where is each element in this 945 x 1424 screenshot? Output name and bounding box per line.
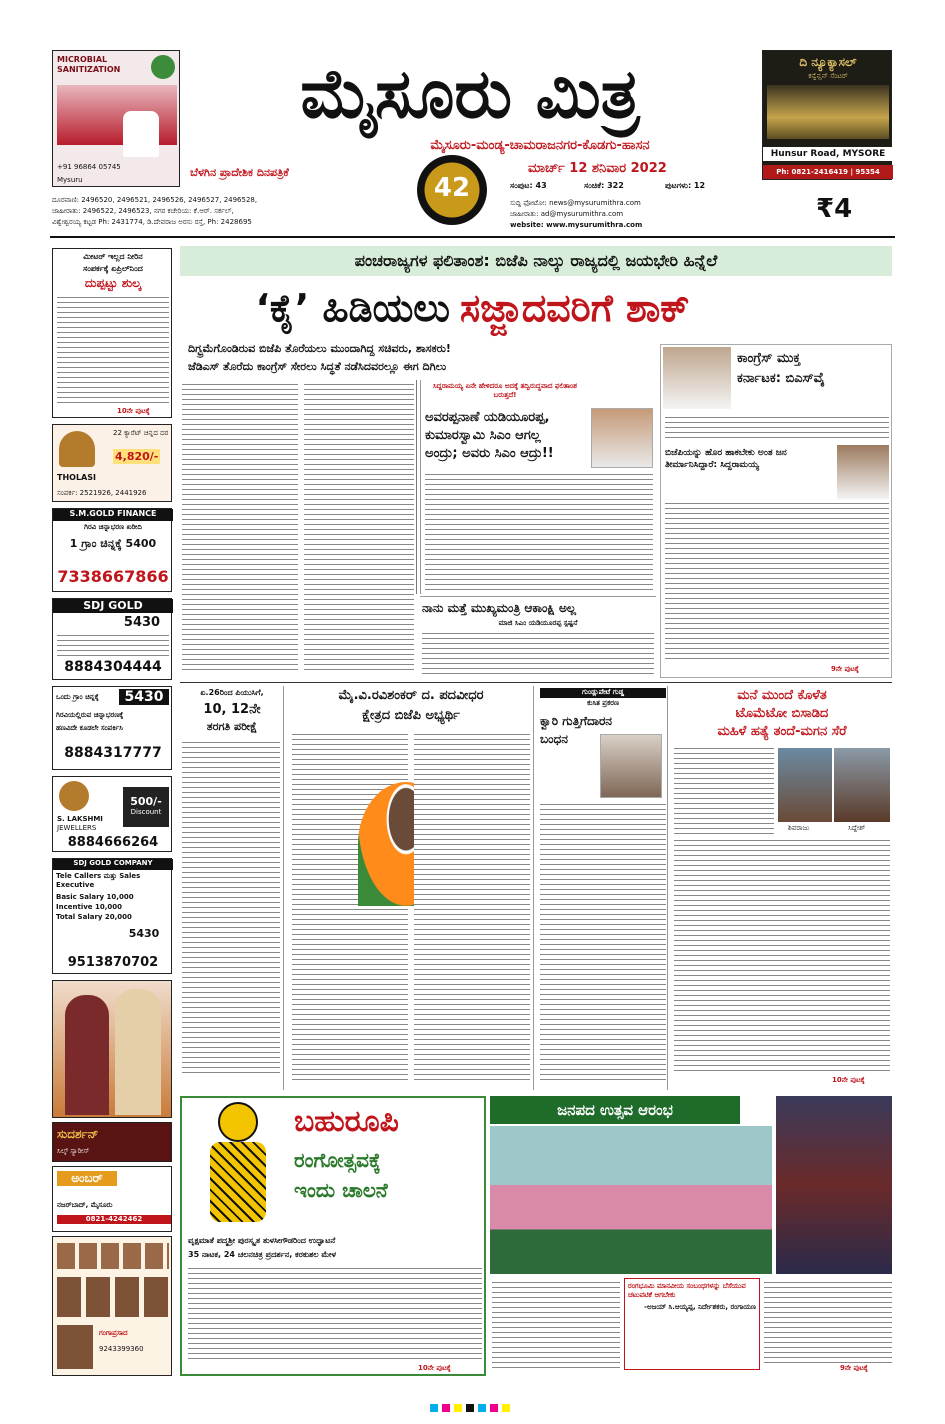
ad-city: ನಜರ್‌ಬಾದ್, ಮೈಸೂರು <box>57 1201 113 1209</box>
ad-subtitle: ಕನ್ವೆನ್ಷನ್ ಸೆಂಟರ್ <box>808 72 848 80</box>
accused-photo-2 <box>834 748 890 822</box>
story-headline: ಸಂಪರ್ಕಕ್ಕೆ ಏಪ್ರಿಲ್‌ನಿಂದ <box>83 264 143 273</box>
ad-phone: Ph: 0821-2416419 | 95354 91919 <box>763 165 893 179</box>
yediyurappa-photo <box>663 347 731 409</box>
dancer-body-icon <box>210 1142 266 1222</box>
anniversary-emblem <box>417 155 487 225</box>
salary-incentive: Incentive 10,000 <box>56 903 122 911</box>
story-body <box>57 295 169 405</box>
ad-name: ಸುದರ್ಶನ್ <box>57 1127 99 1141</box>
bahurupi-bullet-1: ವೃಕ್ಷಮಾತೆ ಪದ್ಮಶ್ರೀ ಪುರಸ್ಕೃತ ತುಳಸೀಗೌಡರಿಂದ ಉದ್ಘಾಟನೆ <box>188 1236 336 1245</box>
sdj-gold-loan-ad[interactable] <box>52 686 172 770</box>
photo-caption: ಶಿವರಾಜು <box>788 824 810 832</box>
ad-subname: JEWELLERS <box>57 824 97 832</box>
cm-quote-headline: ನಾನು ಮತ್ತೆ ಮುಖ್ಯಮಂತ್ರಿ ಆಕಾಂಕ್ಷಿ ಅಲ್ಲ <box>422 601 577 615</box>
bahurupi-headline: ಬಹುರೂಪಿ <box>294 1104 399 1139</box>
ambar-ad[interactable] <box>52 1166 172 1232</box>
ravi-headline: ಕ್ಷೇತ್ರದ ಬಿಜೆಪಿ ಅಭ್ಯರ್ಥಿ <box>362 708 460 723</box>
bsy-body <box>665 415 889 441</box>
issue-date: ಮಾರ್ಚ್ 12 ಶನಿವಾರ 2022 <box>528 161 667 176</box>
jewel-logo-icon <box>59 781 89 811</box>
ad-rate: 1 ಗ್ರಾಂ ಚಿನ್ನಕ್ಕೆ 5400 <box>69 537 157 550</box>
rangayana-quote <box>624 1278 760 1370</box>
sm-gold-finance-ad[interactable] <box>52 508 172 592</box>
murder-headline: ಟೊಮೆಟೋ ಬಿಸಾಡಿದ <box>735 706 829 721</box>
janapada-body-col2 <box>764 1280 892 1364</box>
ad-name: SDJ GOLD COMPANY <box>53 859 173 870</box>
exam-headline: ಏ.26ರಿಂದ ಪಿಯುಸಿಗೆ, <box>200 688 264 697</box>
portrait-photo <box>57 1325 93 1369</box>
ad-phone: ಸಂಪರ್ಕ: 2521926, 2441926 <box>57 489 147 497</box>
lead-bullet-1: ದಿಗ್ಭ್ರಮೆಗೊಂಡಿರುವ ಬಿಜೆಪಿ ತೊರೆಯಲು ಮುಂದಾಗಿದ್ದ ಸಚಿವರು, ಶಾಸಕರು! <box>188 342 451 355</box>
ad-name: SDJ GOLD <box>53 599 173 613</box>
tholasi-jewellers-ad[interactable] <box>52 424 172 502</box>
story-headline: ಮೀಟರ್ ಇಲ್ಲದ ನೀರಿನ <box>83 252 143 261</box>
yakshagana-drawing <box>188 1102 288 1232</box>
ad-price: 4,820/- <box>115 450 159 463</box>
ad-city: Mysuru <box>57 176 83 184</box>
masthead-title: ಮೈಸೂರು ಮಿತ್ರ <box>300 54 640 134</box>
ad-phone: 9513870702 <box>67 955 159 970</box>
page-count: ಪುಟಗಳು: 12 <box>665 181 706 190</box>
ad-phone: +91 96864 05745 <box>57 163 121 171</box>
lead-bullet-2: ಜೆಡಿಎಸ್ ತೊರೆದು ಕಾಂಗ್ರೆಸ್ ಸೇರಲು ಸಿದ್ಧತೆ ನಡೆಸಿದವರಲ್ಲೂ ಈಗ ದಿಗಿಲು <box>188 360 447 373</box>
exam-body <box>182 740 280 1076</box>
bsy-headline: ಕರ್ನಾಟಕ: ಬಿಎಸ್‌ವೈ <box>737 371 825 386</box>
ad-rate: 5430 <box>123 615 161 630</box>
ad-phone: 8884317777 <box>64 745 162 761</box>
portrait-row-photo <box>57 1277 169 1317</box>
masthead-tagline: ಬೆಳಗಿನ ಪ್ರಾದೇಶಿಕ ದಿನಪತ್ರಿಕೆ <box>190 166 289 179</box>
lead-body-col2 <box>304 382 414 674</box>
masthead-subtitle: ಮೈಸೂರು-ಮಂಡ್ಯ-ಚಾಮರಾಜನಗರ-ಕೊಡಗು-ಹಾಸನ <box>430 138 650 153</box>
janapada-body-col1 <box>492 1280 620 1370</box>
s-lakshmi-jewellers-ad[interactable] <box>52 776 172 852</box>
ad-phone: 7338667866 <box>57 567 169 586</box>
ad-name: S.M.GOLD FINANCE <box>53 509 173 521</box>
hdk-headline: ಕುಮಾರಸ್ವಾಮಿ ಸಿಎಂ ಆಗಲ್ಲ <box>425 428 541 443</box>
gundlupet-story[interactable] <box>538 686 668 1090</box>
continue-link[interactable]: 10ನೇ ಪುಟಕ್ಕೆ <box>832 1076 865 1084</box>
ad-role: Tele Callers ಮತ್ತು Sales Executive <box>56 872 141 889</box>
hdk-question: ಸಿದ್ದರಾಮಯ್ಯ ಏನೇ ಹೇಳಿದರೂ ಅದಕ್ಕೆ ತದ್ವಿರುದ್ಧವಾದ ಫಲಿತಾಂಶ ಬರುತ್ತದೆ! <box>433 382 577 399</box>
website-link[interactable]: website: www.mysurumithra.com <box>510 221 643 229</box>
gundlu-headline: ಬಂಧನ <box>540 732 568 746</box>
price: ₹4 <box>816 194 853 224</box>
ad-name: THOLASI <box>57 473 96 482</box>
lead-kicker: ಪಂಚರಾಜ್ಯಗಳ ಫಲಿತಾಂಶ: ಬಿಜೆಪಿ ನಾಲ್ಕು ರಾಜ್ಯದಲ್ಲಿ ಜಯಭೇರಿ ಹಿನ್ನೆಲೆ <box>180 246 892 276</box>
bsy-story-box[interactable] <box>660 344 892 678</box>
ad-title: ದಿ ನ್ಯೂಕ್ಯಾಸಲ್ <box>799 55 857 69</box>
phone-line-2: ಜಾಹೀರಾತು: 2496522, 2496523, ನಗರ ಕಚೇರಿಯ: ಕೆ.ಆರ್. ಸರ್ಕಲ್, <box>52 207 234 215</box>
ad-phone: 8884666264 <box>67 835 159 850</box>
city-skyline-graphic <box>57 85 177 145</box>
salary-basic: Basic Salary 10,000 <box>56 893 134 901</box>
news-email[interactable]: ಸುದ್ದಿ ಫೋಟೋ: news@mysurumithra.com <box>510 199 641 207</box>
murder-headline: ಮನೆ ಮುಂದೆ ಕೊಳೆತ <box>737 688 827 703</box>
quote-byline: -ಅಜಯ್ ಸಿ.ಆಯ್ಯಪ್ಪ, ನಿರ್ದೇಶಕರು, ರಂಗಾಯಣ <box>644 1303 756 1311</box>
folk-dance-photo <box>776 1096 892 1274</box>
quote-text: ರಂಗಭೂಮಿ ಮಾನವೀಯ ಸಂಬಂಧಗಳನ್ನು ಬೆಸೆಯುವ ಚಟುವಟಿಕೆ ಆಗಬೇಕು <box>628 1282 746 1299</box>
couple-silk-ad[interactable] <box>52 980 172 1118</box>
siddu-body <box>665 501 889 661</box>
murder-body <box>674 746 774 836</box>
lead-body-col1 <box>182 382 298 674</box>
sudarshan-silks-ad[interactable] <box>52 1122 172 1162</box>
siddaramaiah-photo <box>837 445 889 499</box>
tomato-murder-story[interactable] <box>672 686 892 1090</box>
ad-address: Hunsur Road, MYSORE <box>763 147 893 161</box>
story-headline: ದುಪ್ಪಟ್ಟು ಶುಲ್ಕ <box>84 276 142 290</box>
ad-body <box>57 633 169 657</box>
gundlu-body <box>540 802 666 1082</box>
issue-number: ಸಂಚಿಕೆ: 322 <box>584 181 624 190</box>
bahurupi-body <box>188 1266 482 1362</box>
hdk-headline: ಅವರಪ್ಪನಾಣೆ ಯಡಿಯೂರಪ್ಪ, <box>425 410 550 425</box>
phone-line-1: ದೂರವಾಣಿ: 2496520, 2496521, 2496526, 2496527, 2496528, <box>52 196 258 204</box>
ad-name: S. LAKSHMI <box>57 815 103 823</box>
ravi-headline: ಮೈ.ವಿ.ರವಿಶಂಕರ್ ದ. ಪದವೀಧರ <box>338 688 484 703</box>
bahurupi-story[interactable] <box>180 1096 486 1376</box>
cm-quote-sub: ಮಾಜಿ ಸಿಎಂ ಯಡಿಯೂರಪ್ಪ ಸ್ಪಷ್ಟನೆ <box>498 619 578 627</box>
exam-headline: ತರಗತಿ ಪರೀಕ್ಷೆ <box>206 720 258 733</box>
ad-phone: 0821-4242462 <box>57 1215 171 1224</box>
continue-link[interactable]: 9ನೇ ಪುಟಕ್ಕೆ <box>831 665 859 673</box>
ad-rate: 5430 <box>128 927 160 940</box>
ad-rate: 5430 <box>119 689 169 705</box>
ad-line: ಹಣವಿದೇ ಕೂಡಲೇ ಸಂಪರ್ಕಿಸಿ <box>56 724 123 732</box>
salary-total: Total Salary 20,000 <box>56 913 132 921</box>
bahurupi-headline: ರಂಗೋತ್ಸವಕ್ಕೆ <box>294 1148 381 1172</box>
ravi-body-col2 <box>414 732 530 1082</box>
ad-line: ಗಿರವಿಯಲ್ಲಿರುವ ಚಿನ್ನಾಭರಣಕ್ಕೆ <box>56 711 124 719</box>
exam-story[interactable] <box>180 686 284 1090</box>
bahurupi-headline: ಇಂದು ಚಾಲನೆ <box>294 1178 388 1202</box>
lead-headline-part2: ಸಜ್ಜಾದವರಿಗೆ ಶಾಕ್ <box>460 286 690 330</box>
water-meter-story[interactable] <box>52 248 172 418</box>
ad-subname: ಸಿಲ್ಕ್ ಸ್ಯಾರೀಸ್ <box>57 1147 90 1155</box>
cm-quote-box[interactable] <box>420 596 656 676</box>
registration-marks <box>430 1404 510 1412</box>
janapada-story[interactable] <box>490 1096 892 1376</box>
ad-name: ಅಂಬರ್ <box>57 1171 117 1186</box>
sanitize-badge-icon <box>151 55 175 79</box>
gangaprasad-greeting-ad[interactable] <box>52 1236 172 1376</box>
continue-link[interactable]: 9ನೇ ಪುಟಕ್ಕೆ <box>840 1364 868 1372</box>
continue-link[interactable]: 10ನೇ ಪುಟಕ್ಕೆ <box>418 1364 451 1372</box>
sdj-gold-ad[interactable] <box>52 598 172 680</box>
ad-phone: 9243399360 <box>99 1345 144 1353</box>
ad-line: ಗಿರವಿ ಚಿನ್ನಾಭರಣ ಖರೀದಿ <box>84 523 142 531</box>
siddaramaiah-quote: ಬಿಜೆಪಿಯನ್ನು ಹೊರ ಹಾಕಬೇಕು ಅಂತ ಜನ ತೀರ್ಮಾನಿಸಿದ್ದಾರೆ: ಸಿದ್ದರಾಮಯ್ಯ <box>665 448 787 470</box>
gundlu-kicker: ಕುಸಿತ ಪ್ರಕರಣ <box>587 699 619 707</box>
hdk-body <box>425 472 653 590</box>
bahurupi-bullet-2: 35 ನಾಟಕ, 24 ಚಲನಚಿತ್ರ ಪ್ರದರ್ಶನ, ಕರಕುಶಲ ಮೇಳ <box>188 1250 336 1259</box>
gundlu-headline: ಕ್ವಾರಿ ಗುತ್ತಿಗೆದಾರನ <box>540 714 612 728</box>
discount-badge <box>123 787 169 827</box>
accused-photo-1 <box>778 748 832 822</box>
sanitizer-person-graphic <box>123 111 159 157</box>
groom-photo <box>115 989 161 1115</box>
janapada-headline: ಜನಪದ ಉತ್ಸವ ಆರಂಭ <box>490 1096 740 1124</box>
discount-amount: 500/- <box>130 795 162 808</box>
discount-label: Discount <box>130 808 162 816</box>
microbial-sanitization-ad[interactable] <box>52 50 180 187</box>
newcastle-convention-ad[interactable] <box>762 50 892 190</box>
anniversary-number: 42 <box>433 173 471 203</box>
ad-line: ಒಂದು ಗ್ರಾಂ ಚಿನ್ನಕ್ಕೆ <box>56 693 99 701</box>
convention-building-photo <box>767 85 889 139</box>
volume-number: ಸಂಪುಟ: 43 <box>510 181 547 190</box>
bommai-photo <box>591 408 653 468</box>
bride-photo <box>65 995 109 1115</box>
lead-headline-part1: ‘ಕೈ’ ಹಿಡಿಯಲು <box>255 286 450 330</box>
portrait-row-photo <box>57 1243 169 1269</box>
sdj-gold-company-jobs-ad[interactable] <box>52 858 172 974</box>
gundlu-kicker: ಗುಂಡ್ಲುಪೇಟೆ ಗುಡ್ಡ <box>540 688 666 698</box>
ad-name: ಗಂಗಾಪ್ರಸಾದ <box>99 1329 128 1337</box>
murder-headline: ಮಹಿಳೆ ಹತ್ಯೆ ತಂದೆ-ಮಗನ ಸೆರೆ <box>717 724 847 739</box>
ad-title: MICROBIAL SANITIZATION <box>57 55 121 74</box>
dancer-headdress-icon <box>218 1102 258 1142</box>
hdk-story-box[interactable] <box>420 380 656 594</box>
ad-email[interactable]: ಜಾಹೀರಾತು: ad@mysurumithra.com <box>510 210 624 218</box>
bsy-headline: ಕಾಂಗ್ರೆಸ್ ಮುಕ್ತ <box>737 351 801 366</box>
continue-link[interactable]: 10ನೇ ಪುಟಕ್ಕೆ <box>117 407 150 415</box>
ad-phone: 8884304444 <box>64 659 162 675</box>
phone-line-3: ವಿಶ್ವೇಶ್ವರಯ್ಯ ಕಟ್ಟಡ Ph: 2431774, ಡಿ.ದೇವರಾಜ ಅರಸು ರಸ್ತೆ, Ph: 2428695 <box>52 218 252 226</box>
hdk-headline: ಅಂದ್ರು; ಅವರು ಸಿಎಂ ಆದ್ರು!! <box>425 446 554 461</box>
murder-body-col2 <box>674 838 890 1074</box>
contractor-photo <box>600 734 662 798</box>
jewel-logo-icon <box>59 431 95 467</box>
ravishankar-story[interactable] <box>288 686 534 1090</box>
photo-caption: ಸಿದ್ದೇಶ್ <box>848 824 866 832</box>
exam-headline: 10, 12ನೇ <box>203 702 261 717</box>
inauguration-photo <box>490 1126 772 1274</box>
ad-label: 22 ಕ್ಯಾರೆಟ್ ಚಿನ್ನದ ದರ <box>113 429 169 437</box>
cm-quote-body <box>422 631 654 675</box>
